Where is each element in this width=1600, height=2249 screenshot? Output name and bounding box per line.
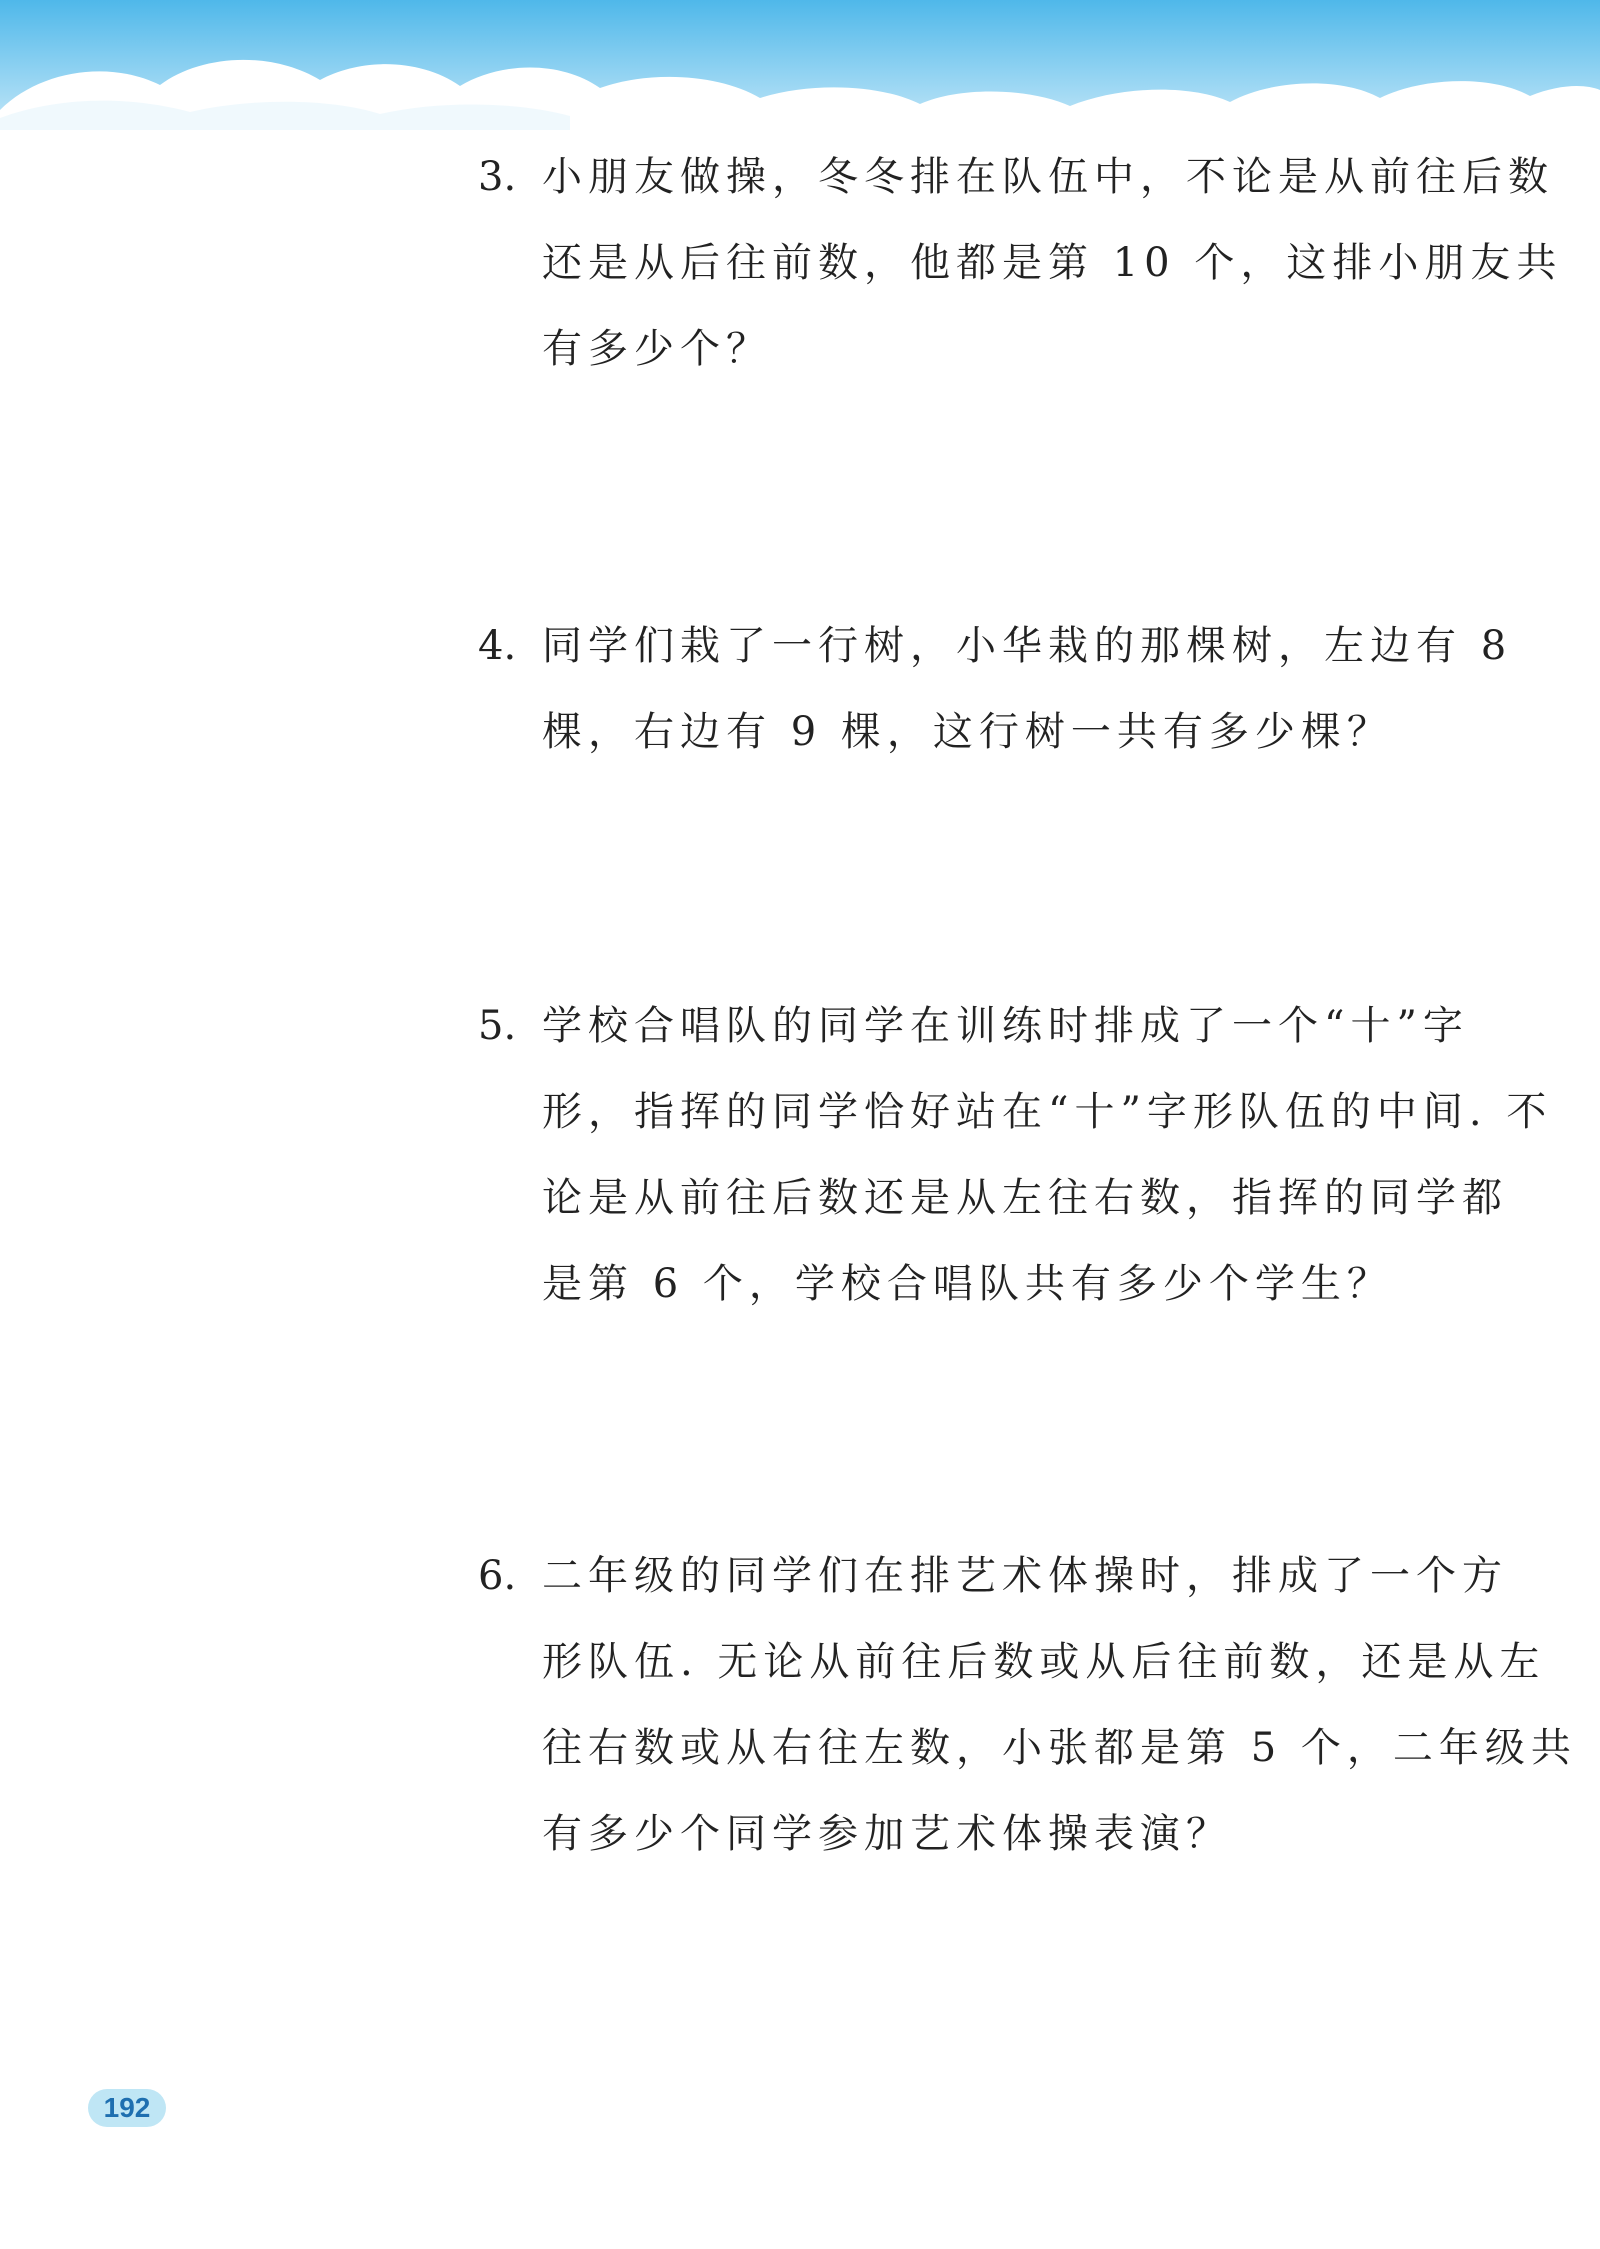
problem-text: 棵，右边有 9 棵，这行树一共有多少棵？ <box>542 709 1393 755</box>
problem-line <box>478 1155 1508 1241</box>
sky-cloud-banner <box>0 0 1600 130</box>
problem-text: 二年级的同学们在排艺术体操时，排成了一个方 <box>542 1553 1508 1599</box>
problem-text: 学校合唱队的同学在训练时排成了一个“十”字 <box>542 1003 1469 1049</box>
page-number: 192 <box>88 2089 166 2127</box>
problem-number: 4. <box>478 623 517 669</box>
problem-3 <box>478 134 1563 392</box>
problem-line <box>478 1533 1508 1619</box>
problem-line <box>478 1791 1478 1877</box>
problem-line <box>478 1241 1478 1327</box>
problem-number: 5. <box>478 1003 517 1049</box>
cloud-illustration <box>0 0 1600 130</box>
problem-line <box>478 689 1478 775</box>
problem-line <box>478 1619 1546 1705</box>
problem-4 <box>478 603 1513 775</box>
problem-6 <box>478 1533 1577 1877</box>
problem-text: 形队伍. 无论从前往后数或从后往前数，还是从左 <box>542 1639 1546 1685</box>
problem-line <box>478 306 1478 392</box>
problem-text: 有多少个同学参加艺术体操表演？ <box>542 1811 1232 1857</box>
problem-text: 往右数或从右往左数，小张都是第 5 个，二年级共 <box>542 1725 1577 1771</box>
problem-line <box>478 603 1513 689</box>
problem-number: 3. <box>478 154 517 200</box>
problem-text: 论是从前往后数还是从左往右数，指挥的同学都 <box>542 1175 1508 1221</box>
problem-text: 同学们栽了一行树，小华栽的那棵树，左边有 8 <box>542 623 1513 669</box>
problem-text: 是第 6 个，学校合唱队共有多少个学生？ <box>542 1261 1393 1307</box>
problem-line <box>478 220 1563 306</box>
problem-text: 小朋友做操，冬冬排在队伍中，不论是从前往后数 <box>542 154 1554 200</box>
problem-number: 6. <box>478 1553 517 1599</box>
problem-line <box>478 1069 1553 1155</box>
problem-line <box>478 134 1554 220</box>
problem-text: 形，指挥的同学恰好站在“十”字形队伍的中间. 不 <box>542 1089 1553 1135</box>
problem-text: 还是从后往前数，他都是第 10 个，这排小朋友共 <box>542 240 1563 286</box>
problem-text: 有多少个？ <box>542 326 772 372</box>
problem-line <box>478 983 1478 1069</box>
problem-line <box>478 1705 1577 1791</box>
problem-5 <box>478 983 1553 1327</box>
